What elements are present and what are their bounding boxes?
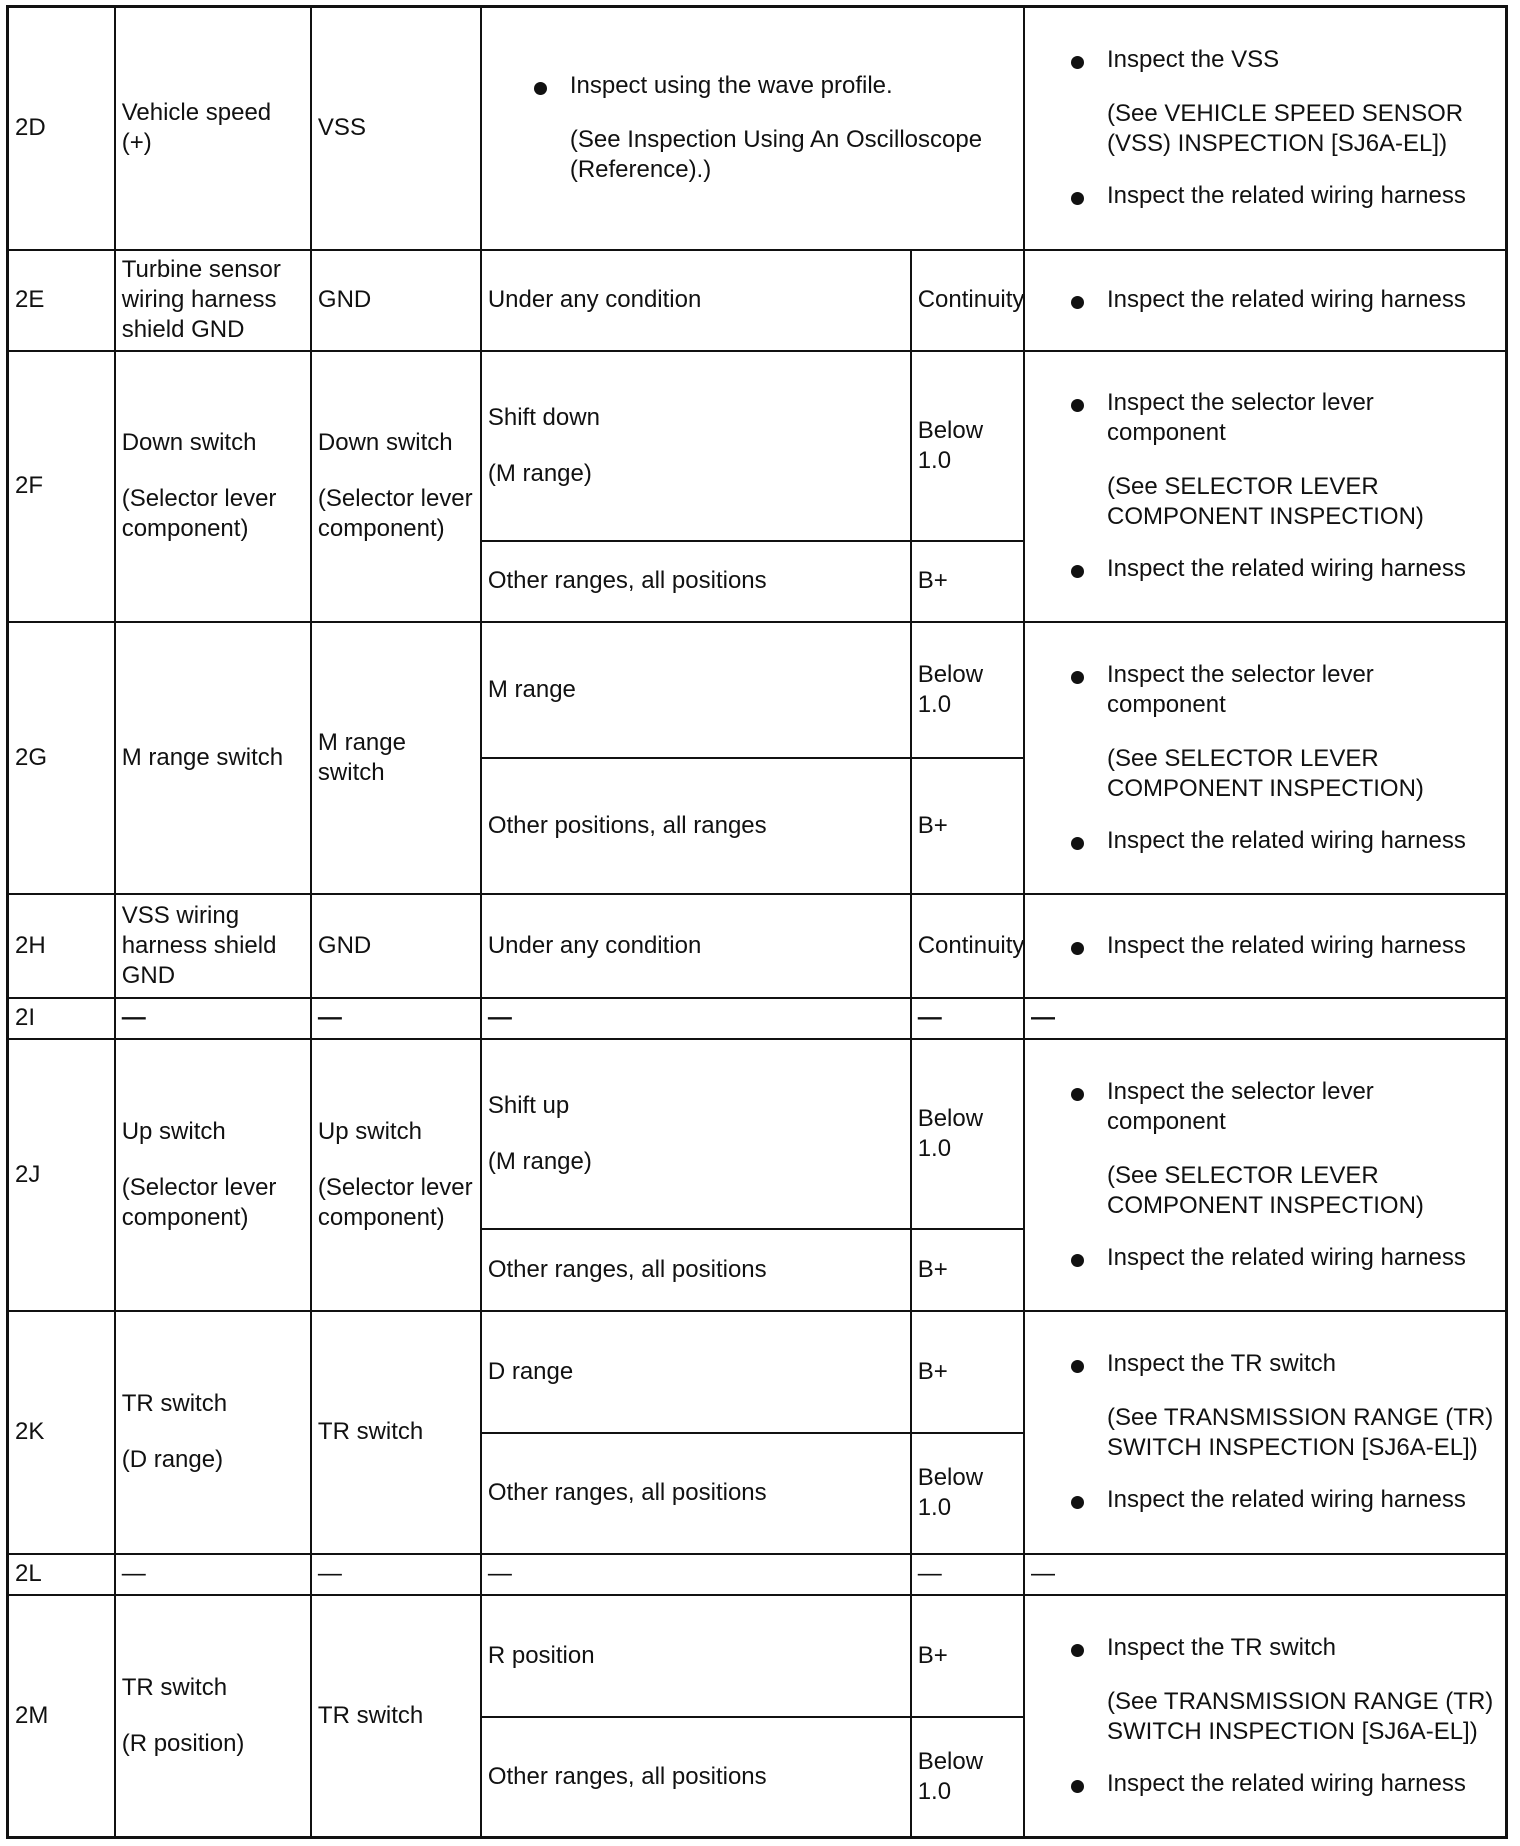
table-row-2l [8, 1554, 1507, 1595]
table-row-2j [8, 1039, 1507, 1229]
voltage-cell: Below 1.0 [911, 1717, 1024, 1838]
action-item: Inspect the TR switch (See TRANSMISSION RANGE (TR) SWITCH INSPECTION [SJ6A-EL]) [1059, 1349, 1499, 1463]
connected-to-cell: GND [311, 894, 481, 998]
action-item: Inspect the selector lever component (See SELECTOR LEVER COMPONENT INSPECTION) [1059, 1077, 1499, 1221]
condition-cell: Under any condition [481, 894, 911, 998]
signal-cell: Turbine sensor wiring harness shield GND [115, 250, 311, 351]
terminal-cell: 2H [8, 894, 115, 998]
voltage-cell: — [911, 998, 1024, 1039]
signal-cell: M range switch [115, 622, 311, 894]
condition-cell: D range [481, 1311, 911, 1433]
condition-cell: — [481, 1554, 911, 1595]
connected-to-cell: M range switch [311, 622, 481, 894]
voltage-cell: Below 1.0 [911, 351, 1024, 541]
connected-to-cell: GND [311, 250, 481, 351]
action-item: Inspect the related wiring harness [1059, 931, 1499, 961]
connected-to-cell: Down switch (Selector lever component) [311, 351, 481, 622]
signal-cell: TR switch (D range) [115, 1311, 311, 1554]
condition-cell: M range [481, 622, 911, 758]
table-row-2k [8, 1311, 1507, 1433]
condition-cell: Other ranges, all positions [481, 1717, 911, 1838]
voltage-cell: — [911, 1554, 1024, 1595]
terminal-inspection-table [6, 5, 1508, 1839]
signal-cell: Up switch (Selector lever component) [115, 1039, 311, 1311]
condition-cell: Shift up (M range) [481, 1039, 911, 1229]
condition-bullet: Inspect using the wave profile. (See Inspection Using An Oscilloscope (Reference).) [522, 71, 1017, 185]
connected-to-cell: — [311, 1554, 481, 1595]
voltage-cell: B+ [911, 758, 1024, 894]
action-cell [1024, 1595, 1507, 1838]
connected-to-cell: Up switch (Selector lever component) [311, 1039, 481, 1311]
signal-cell: Down switch (Selector lever component) [115, 351, 311, 622]
action-cell [1024, 351, 1507, 622]
terminal-cell: 2M [8, 1595, 115, 1838]
table-row-2m [8, 1595, 1507, 1717]
action-cell [1024, 1039, 1507, 1311]
voltage-cell: Below 1.0 [911, 622, 1024, 758]
terminal-cell: 2J [8, 1039, 115, 1311]
connected-to-cell: TR switch [311, 1311, 481, 1554]
action-item: Inspect the selector lever component (See SELECTOR LEVER COMPONENT INSPECTION) [1059, 388, 1499, 532]
action-item: Inspect the selector lever component (See SELECTOR LEVER COMPONENT INSPECTION) [1059, 660, 1499, 804]
action-cell: — [1024, 998, 1507, 1039]
condition-cell: Shift down (M range) [481, 351, 911, 541]
table-row-2g [8, 622, 1507, 758]
connected-to-cell: VSS [311, 7, 481, 250]
table-row-2f [8, 351, 1507, 541]
signal-cell: TR switch (R position) [115, 1595, 311, 1838]
voltage-cell: Continuity [911, 894, 1024, 998]
voltage-cell: B+ [911, 1229, 1024, 1311]
condition-cell [481, 7, 1024, 250]
action-item: Inspect the TR switch (See TRANSMISSION RANGE (TR) SWITCH INSPECTION [SJ6A-EL]) [1059, 1633, 1499, 1747]
action-cell [1024, 1311, 1507, 1554]
action-item: Inspect the related wiring harness [1059, 1243, 1499, 1273]
action-item: Inspect the related wiring harness [1059, 285, 1499, 315]
terminal-cell: 2E [8, 250, 115, 351]
action-cell [1024, 894, 1507, 998]
action-cell [1024, 250, 1507, 351]
action-cell: — [1024, 1554, 1507, 1595]
action-item: Inspect the related wiring harness [1059, 826, 1499, 856]
voltage-cell: Below 1.0 [911, 1433, 1024, 1554]
signal-cell: — [115, 1554, 311, 1595]
table-row-2h [8, 894, 1507, 998]
condition-cell: — [481, 998, 911, 1039]
condition-cell: R position [481, 1595, 911, 1717]
connected-to-cell: TR switch [311, 1595, 481, 1838]
connected-to-cell: — [311, 998, 481, 1039]
voltage-cell: B+ [911, 1311, 1024, 1433]
terminal-cell: 2D [8, 7, 115, 250]
action-item: Inspect the related wiring harness [1059, 554, 1499, 584]
table-row-2d [8, 7, 1507, 250]
action-item: Inspect the related wiring harness [1059, 1485, 1499, 1515]
signal-cell: VSS wiring harness shield GND [115, 894, 311, 998]
table-row-2i [8, 998, 1507, 1039]
condition-cell: Under any condition [481, 250, 911, 351]
action-cell [1024, 622, 1507, 894]
condition-cell: Other ranges, all positions [481, 541, 911, 622]
action-item: Inspect the VSS (See VEHICLE SPEED SENSOR (VSS) INSPECTION [SJ6A-EL]) [1059, 45, 1499, 159]
voltage-cell: Below 1.0 [911, 1039, 1024, 1229]
voltage-cell: B+ [911, 1595, 1024, 1717]
terminal-cell: 2F [8, 351, 115, 622]
condition-cell: Other ranges, all positions [481, 1433, 911, 1554]
table-row-2e [8, 250, 1507, 351]
terminal-cell: 2L [8, 1554, 115, 1595]
voltage-cell: B+ [911, 541, 1024, 622]
condition-cell: Other positions, all ranges [481, 758, 911, 894]
voltage-cell: Continuity [911, 250, 1024, 351]
terminal-cell: 2I [8, 998, 115, 1039]
condition-cell: Other ranges, all positions [481, 1229, 911, 1311]
terminal-cell: 2G [8, 622, 115, 894]
signal-cell: Vehicle speed (+) [115, 7, 311, 250]
action-item: Inspect the related wiring harness [1059, 1769, 1499, 1799]
action-item: Inspect the related wiring harness [1059, 181, 1499, 211]
terminal-cell: 2K [8, 1311, 115, 1554]
signal-cell: — [115, 998, 311, 1039]
action-cell [1024, 7, 1507, 250]
